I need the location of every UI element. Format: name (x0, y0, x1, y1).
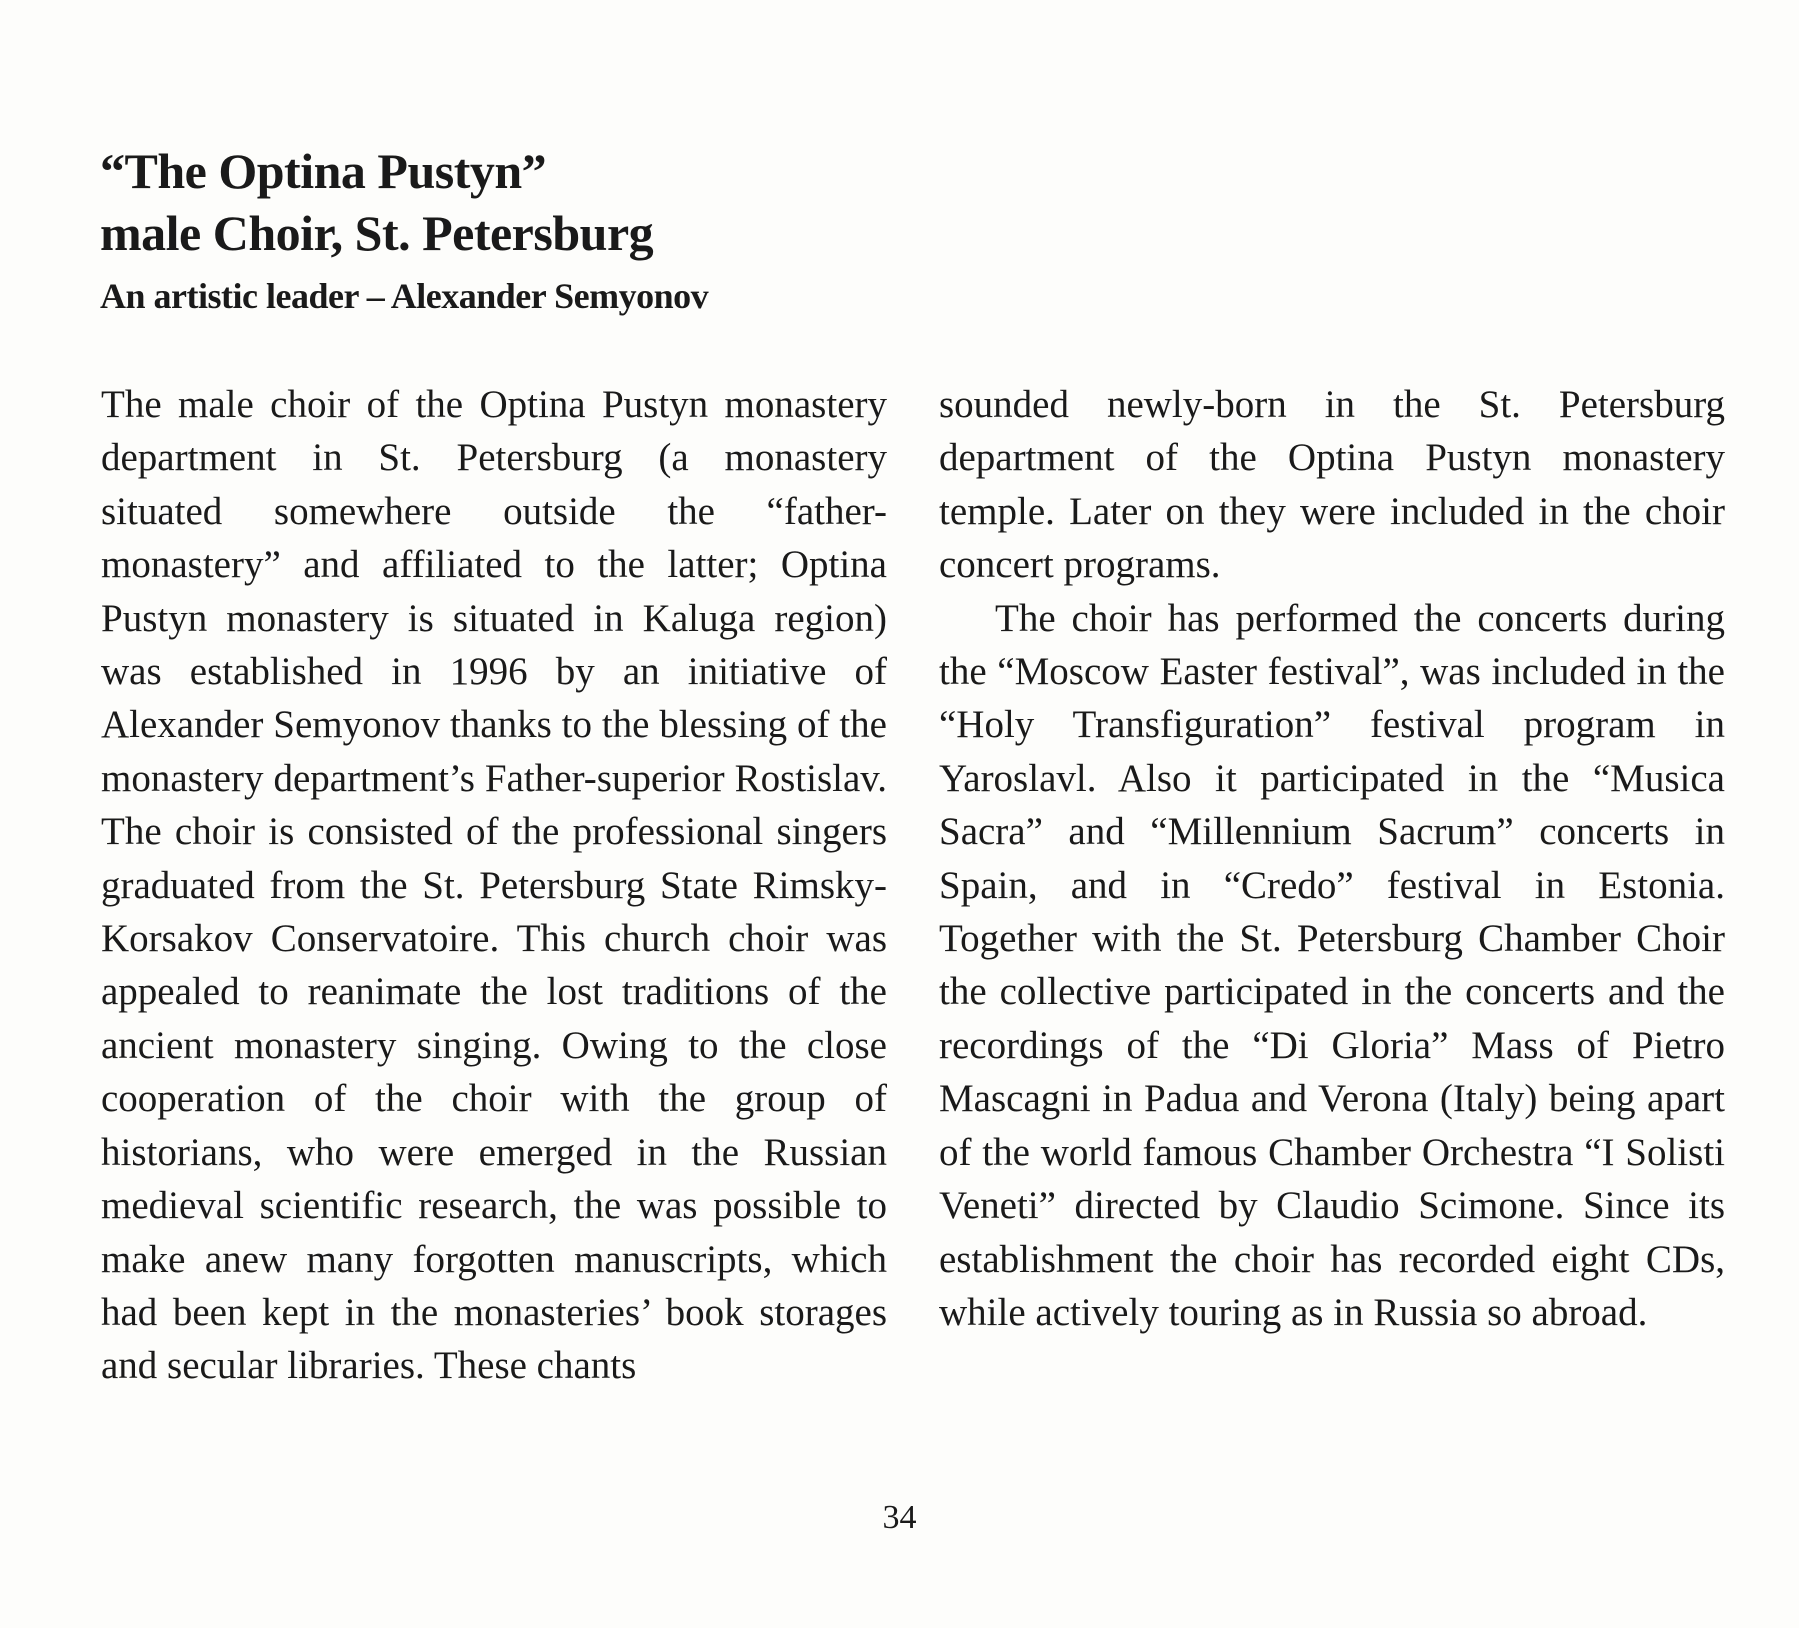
left-column (101, 378, 887, 1393)
left-paragraph-1: The male choir of the Optina Pustyn monastery department in St. Petersburg (a monastery situated somewhere outside the “father-monastery” and affiliated to the latter; Optina Pustyn monastery is situated in Kaluga region) was established in 1996 by an initiative of Alexander Semyonov thanks to the blessing of the monastery department’s Father-superior Rostislav. The choir is consisted of the professional singers graduated from the St. Petersburg State Rimsky-Korsakov Conservatoire. This church choir was appealed to reanimate the lost traditions of the ancient monastery singing. Owing to the close cooperation of the choir with the group of historians, who were emerged in the Russian medieval scientific research, the was possible to make anew many forgotten manuscripts, which had been kept in the monasteries’ book storages and secular libraries. These chants (101, 383, 887, 1388)
page-title (100, 140, 900, 264)
title-line-1: “The Optina Pustyn” (100, 143, 547, 199)
page-number: 34 (882, 1499, 917, 1536)
right-column (939, 378, 1725, 1339)
heading-block (100, 140, 900, 318)
right-paragraph-2: The choir has performed the concerts during the “Moscow Easter festival”, was included in the “Holy Transfiguration” festival program in Yaroslavl. Also it participated in the “Musica Sacra” and “Millennium Sacrum” concerts in Spain, and in “Credo” festival in Estonia. Together with the St. Petersburg Chamber Choir the collective participated in the concerts and the recordings of the “Di Gloria” Mass of Pietro Mascagni in Padua and Verona (Italy) being apart of the world famous Chamber Orchestra “I Solisti Veneti” directed by Claudio Scimone. Since its establishment the choir has recorded eight CDs, while actively touring as in Russia so abroad. (939, 596, 1725, 1334)
title-line-2: male Choir, St. Petersburg (100, 205, 654, 261)
page-subtitle: An artistic leader – Alexander Semyonov (100, 276, 709, 316)
right-paragraph-1: sounded newly-born in the St. Petersburg department of the Optina Pustyn monastery temple. Later on they were included in the choir concert programs. (939, 383, 1725, 587)
